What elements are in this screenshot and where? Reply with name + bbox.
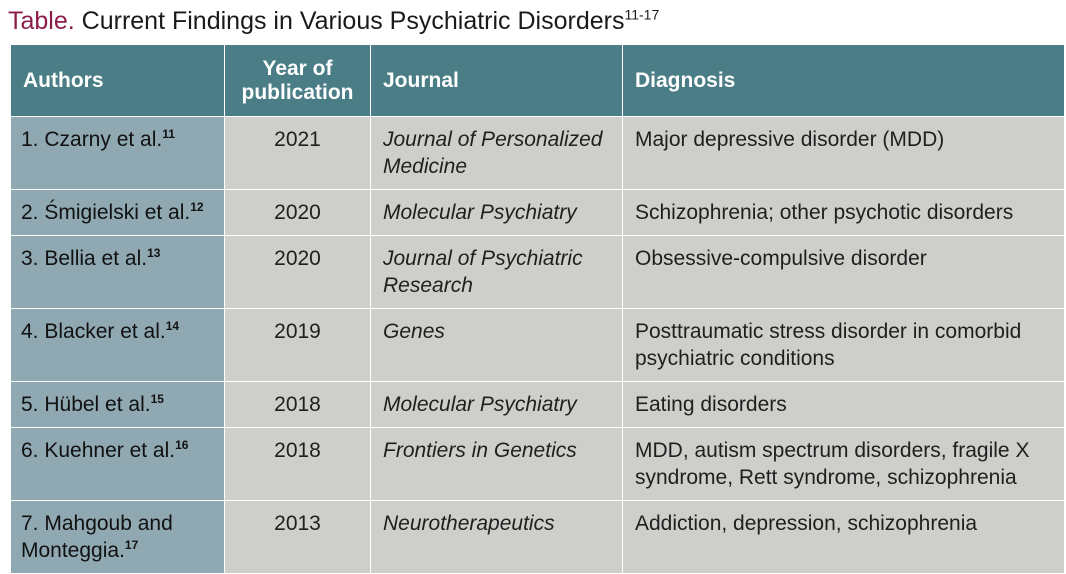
journal-cell: Journal of Personalized Medicine xyxy=(371,117,623,190)
year-cell: 2021 xyxy=(225,117,371,190)
header-authors: Authors xyxy=(11,45,225,117)
journal-cell: Neurotherapeutics xyxy=(371,501,623,574)
table-row xyxy=(11,428,1065,501)
diagnosis-cell: MDD, autism spectrum disorders, fragile X syndrome, Rett syndrome, schizophrenia xyxy=(623,428,1065,501)
year-cell: 2018 xyxy=(225,428,371,501)
author-cell xyxy=(11,428,225,501)
header-year-line1: Year of xyxy=(262,56,333,80)
journal-cell: Molecular Psychiatry xyxy=(371,190,623,236)
year-cell: 2020 xyxy=(225,190,371,236)
header-journal: Journal xyxy=(371,45,623,117)
header-diagnosis: Diagnosis xyxy=(623,45,1065,117)
diagnosis-cell: Obsessive-compulsive disorder xyxy=(623,236,1065,309)
table-row xyxy=(11,117,1065,190)
caption-references: 11-17 xyxy=(624,6,660,23)
table-header-row xyxy=(11,45,1065,117)
findings-table xyxy=(10,44,1065,574)
diagnosis-cell: Posttraumatic stress disorder in comorbid psychiatric conditions xyxy=(623,309,1065,382)
journal-cell: Frontiers in Genetics xyxy=(371,428,623,501)
table-row xyxy=(11,190,1065,236)
year-cell: 2020 xyxy=(225,236,371,309)
year-cell: 2018 xyxy=(225,382,371,428)
author-cell xyxy=(11,117,225,190)
table-row xyxy=(11,382,1065,428)
author-cell xyxy=(11,501,225,574)
year-cell: 2019 xyxy=(225,309,371,382)
journal-cell: Molecular Psychiatry xyxy=(371,382,623,428)
author-name: 5. Hübel et al. xyxy=(21,393,151,416)
diagnosis-cell: Schizophrenia; other psychotic disorders xyxy=(623,190,1065,236)
reference-number: 14 xyxy=(165,319,180,333)
table-row xyxy=(11,309,1065,382)
author-cell xyxy=(11,382,225,428)
journal-cell: Genes xyxy=(371,309,623,382)
author-cell xyxy=(11,236,225,309)
year-cell: 2013 xyxy=(225,501,371,574)
table-caption xyxy=(8,6,659,36)
author-name: 2. Śmigielski et al. xyxy=(21,201,191,224)
reference-number: 13 xyxy=(147,246,161,260)
diagnosis-cell: Major depressive disorder (MDD) xyxy=(623,117,1065,190)
author-name: 7. Mahgoub and Monteggia. xyxy=(21,512,173,562)
table-row xyxy=(11,501,1065,574)
author-name: 6. Kuehner et al. xyxy=(21,439,176,462)
author-cell xyxy=(11,190,225,236)
diagnosis-cell: Eating disorders xyxy=(623,382,1065,428)
header-year-line2: publication xyxy=(241,80,354,104)
author-name: 4. Blacker et al. xyxy=(21,320,166,343)
reference-number: 16 xyxy=(175,438,189,452)
caption-label: Table. xyxy=(8,7,75,35)
author-name: 1. Czarny et al. xyxy=(21,128,163,151)
author-cell xyxy=(11,309,225,382)
header-year xyxy=(225,45,371,117)
reference-number: 17 xyxy=(124,538,139,552)
journal-cell: Journal of Psychiatric Research xyxy=(371,236,623,309)
caption-title: Current Findings in Various Psychiatric Disorders xyxy=(81,7,625,35)
reference-number: 11 xyxy=(162,127,175,141)
reference-number: 15 xyxy=(150,392,164,406)
table-row xyxy=(11,236,1065,309)
reference-number: 12 xyxy=(190,200,204,214)
diagnosis-cell: Addiction, depression, schizophrenia xyxy=(623,501,1065,574)
author-name: 3. Bellia et al. xyxy=(21,247,148,270)
